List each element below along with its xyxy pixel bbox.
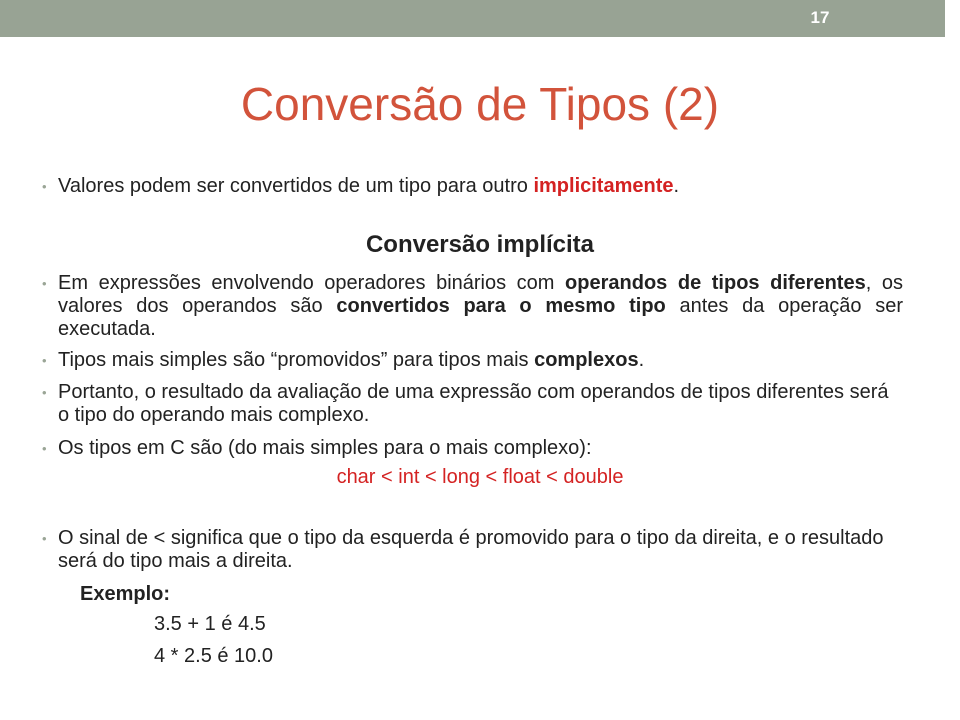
highlight-implicitly: implicitamente [533,175,674,197]
bullet-c-types [42,437,903,460]
bullet-text-part1: Em expressões envolvendo operadores binários com [58,272,566,294]
bullet-text: O sinal de < significa que o tipo da esquerda é promovido para o tipo da direita, e o resultado será do tipo mais a direita. [58,527,884,572]
bullet-result-type [42,381,903,427]
bullet-text: Valores podem ser convertidos de um tipo para outro [58,175,534,197]
bullet-implicit-conversion [42,175,903,198]
bullet-end: . [638,349,645,371]
bullet-less-than-sign [42,527,903,573]
bullet-dot: • [42,531,47,546]
bullet-dot: • [42,179,47,194]
example-line-1: 3.5 + 1 é 4.5 [154,613,266,635]
page-number: 17 [810,8,830,27]
bullet-end: . [673,175,680,197]
bullet-dot: • [42,385,47,400]
bullet-binary-operators [42,272,903,341]
bullet-dot: • [42,441,47,456]
bullet-promotion [42,349,903,372]
strong-complex: complexos [534,349,639,371]
strong-converted-same-type: convertidos para o mesmo tipo [336,295,666,317]
type-hierarchy: char < int < long < float < double [336,466,624,488]
bullet-dot: • [42,276,47,291]
bullet-text: Os tipos em C são (do mais simples para o mais complexo): [58,437,592,459]
bullet-dot: • [42,353,47,368]
bullet-text-part2: , os valores dos operandos são [58,272,903,317]
slide-title: Conversão de Tipos (2) [240,78,720,130]
section-heading: Conversão implícita [365,231,595,258]
example-label: Exemplo: [80,583,171,605]
example-line-2: 4 * 2.5 é 10.0 [154,645,273,667]
strong-different-operands: operandos de tipos diferentes [565,272,866,294]
bullet-text: Tipos mais simples são “promovidos” para tipos mais [58,349,535,371]
bullet-text: Portanto, o resultado da avaliação de uma expressão com operandos de tipos diferentes será o tipo do operando mais complexo. [58,381,889,426]
bullet-text-part3: antes da operação ser executada. [58,295,903,340]
